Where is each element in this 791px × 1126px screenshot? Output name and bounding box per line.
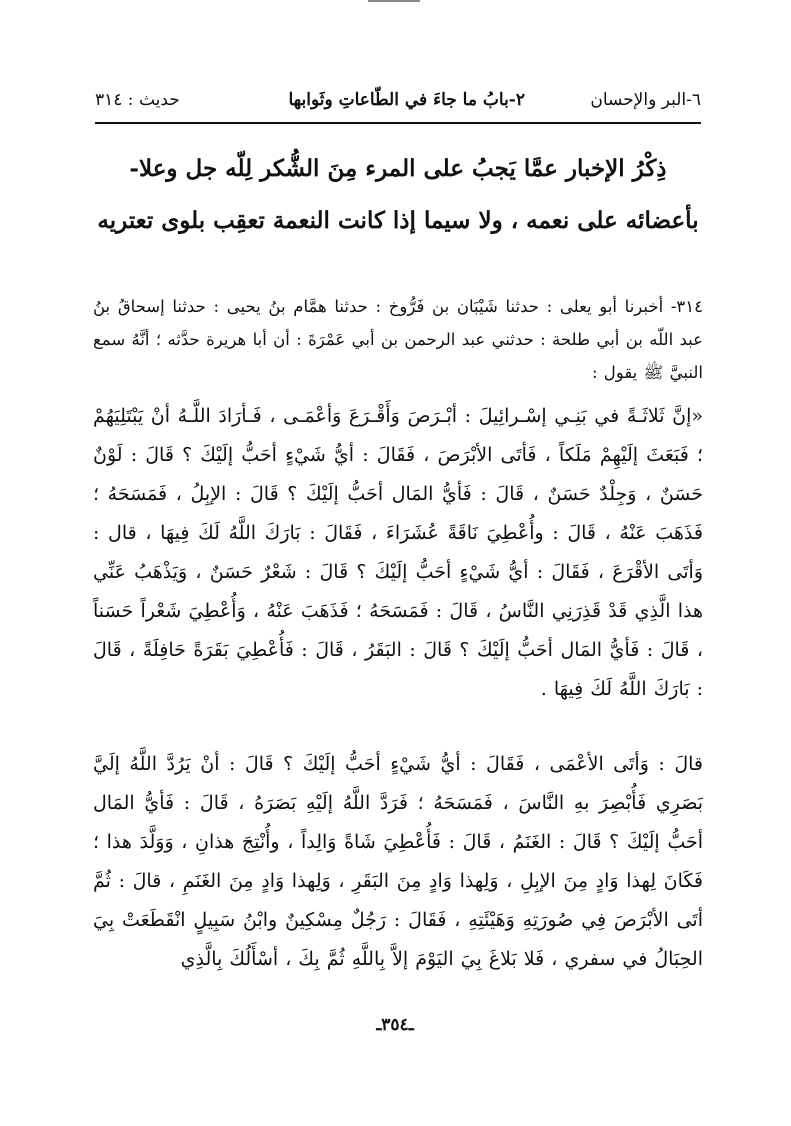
running-head-section: ٢-بابُ ما جاءَ في الطّاعاتِ وثَوابها (288, 90, 525, 110)
chapter-title: ذِكْرُ الإخبار عمَّا يَجبُ على المرء مِنَ الشُّكر لِلّه جل وعلا- بأعضائه على نعمه ، ولا سيما إذا كانت النعمة تعقِب بلوى تعتريه (97, 155, 699, 234)
top-edge-mark (368, 0, 420, 7)
hadith-isnad: ٣١٤- أخبرنا أبو يعلى : حدثنا شَيْبَان بن فَرُّوخ : حدثنا همَّام بنُ يحيى : حدثنا إسحاقُ بنُ عبد اللّه بن أبي طلحة : حدثني عبد الرحمن بن أبي عَمْرَةَ : أن أبا هريرة حدَّثه ؛ أنَّهُ سمع النبيَّ ﷺ يقول : (93, 297, 703, 382)
hadith-text-part-1: «إنَّ ثَلاثَـةً في بَنِـي إسْـرائِيلَ : أبْـرَصَ وَأَقْـرَعَ وَأعْمَـى ، فَـأرَادَ اللَّـهُ أنْ يَبْتَلِيَهُمْ ؛ فَبَعَثَ إلَيْهِمْ مَلَكاً ، فَأتَى الأبْرَصَ ، فَقَالَ : أيُّ شَيْءٍ أحَبُّ إلَيْكَ ؟ قَالَ : لَوْنٌ حَسَنٌ ، وَجِلْدٌ حَسَنٌ ، قَالَ : فَأيُّ المَال أحَبُّ إلَيْكَ ؟ قَالَ : الإبِلُ ، فَمَسَحَهُ ؛ فَذَهَبَ عَنْهُ ، قَالَ : وأُعْطِيَ نَاقَةً عُشَرَاءَ ، فَقَالَ : بَارَكَ اللَّهُ لَكَ فِيهَا ، قال : وَأتَى الأقْرَعَ ، فَقَالَ : أيُّ شَيْءٍ أحَبُّ إلَيْكَ ؟ قَالَ : شَعْرٌ حَسَنٌ ، وَيَذْهَبُ عَنِّي هذا الَّذِي قَدْ قَذِرَنِي النَّاسُ ، قَالَ : فَمَسَحَهُ ؛ فَذَهَبَ عَنْهُ ، وَأُعْطِيَ شَعْراً حَسَناً ، قَالَ : فَأيُّ المَال أحَبُّ إلَيْكَ ؟ قَالَ : البَقَرُ ، قَالَ : فَأُعْطِيَ بَقَرَةً حَافِلَةً ، قَالَ : بَارَكَ اللَّهُ لَكَ فِيهَا . (93, 405, 703, 700)
running-head-chapter: ٦-البر والإحسان (590, 90, 701, 110)
running-head-hadith-number: حديث : ٣١٤ (95, 90, 180, 110)
page-number: ـ٣٥٤ـ (376, 1015, 414, 1035)
hadith-text-part-2: قالَ : وَأتَى الأعْمَى ، فَقَالَ : أيُّ شَيْءٍ أحَبُّ إلَيْكَ ؟ قَالَ : أنْ يَرُدَّ اللَّهُ إلَيَّ بَصَرِي فَأُبْصِرَ بهِ النَّاسَ ، فَمَسَحَهُ ؛ فَرَدَّ اللَّهُ إلَيْهِ بَصَرَهُ ، قَالَ : فَأيُّ المَال أحَبُّ إلَيْكَ ؟ قَالَ : الغَنَمُ ، قَالَ : فَأُعْطِيَ شَاةً وَالِداً ، وأُنْتِجَ هذانِ ، وَوَلَّدَ هذا ؛ فَكَانَ لِهذا وَادٍ مِنَ الإبِلِ ، وَلِهذا وَادٍ مِنَ البَقَرِ ، وَلِهذا وَادٍ مِنَ الغَنَمِ ، قالَ : ثُمَّ أتَى الأبْرَصَ فِي صُورَتِهِ وَهَيْئَتِهِ ، فَقَالَ : رَجُلٌ مِسْكِينٌ وابْنُ سَبِيلٍ انْقَطَعَتْ بِيَ الحِبَالُ في سفري ، فَلا بَلاغَ بِيَ اليَوْمَ إلاَّ بِاللَّهِ ثُمَّ بِكَ ، أسْأَلُكَ بِالَّذِي (93, 753, 703, 970)
header-divider (95, 122, 701, 124)
running-head (95, 88, 701, 116)
